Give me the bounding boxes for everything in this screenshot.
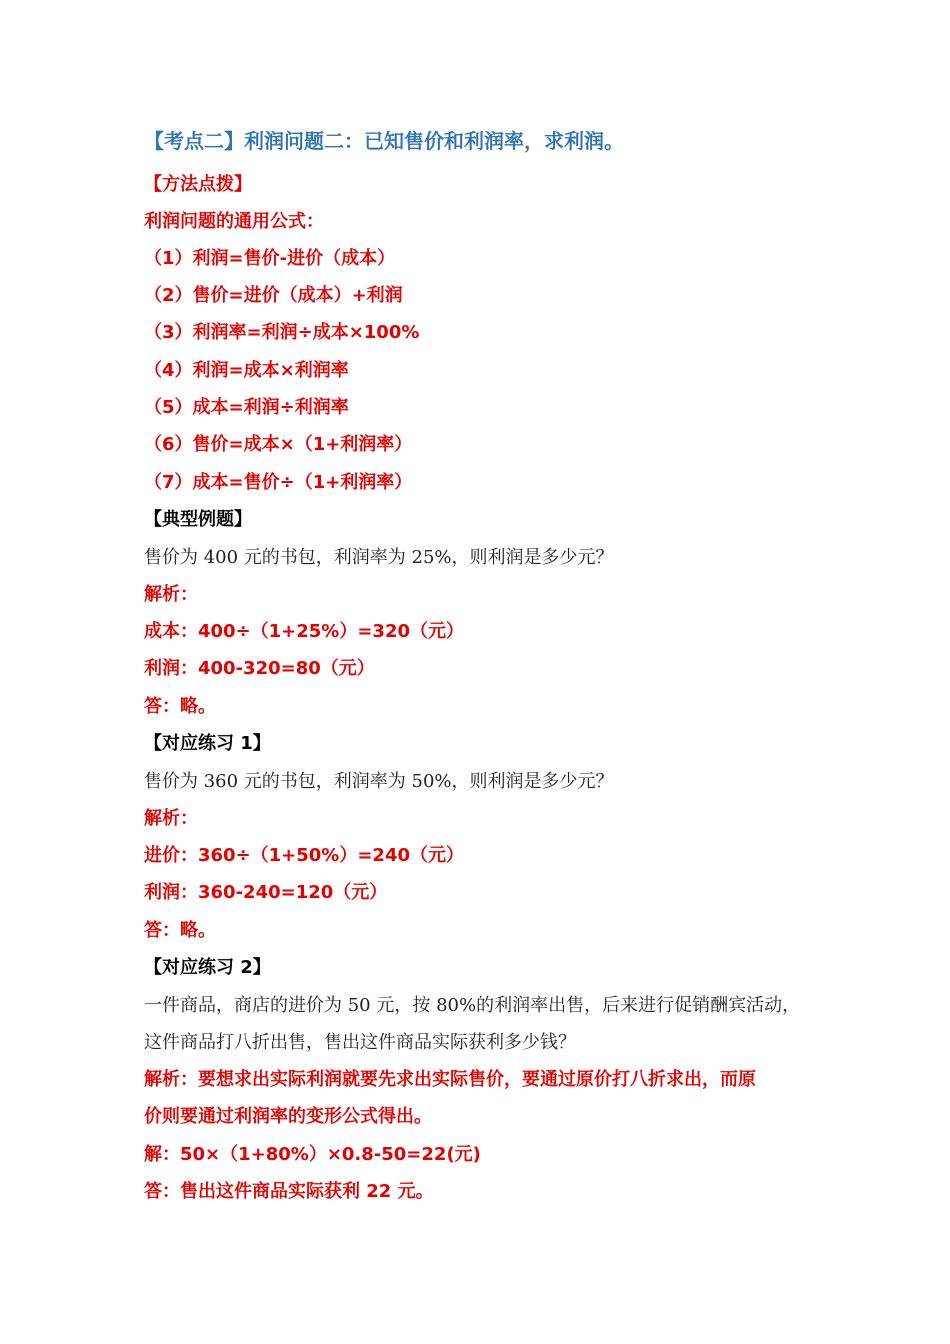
- method-intro: 利润问题的通用公式：: [144, 211, 324, 232]
- practice2-answer: 答：售出这件商品实际获利 22 元。: [144, 1181, 434, 1202]
- practice1-analysis-label: 解析：: [144, 808, 198, 829]
- practice2-heading: 【对应练习 2】: [144, 957, 271, 978]
- section-title: 【考点二】利润问题二：已知售价和利润率，求利润。: [144, 129, 624, 153]
- example-answer: 答：略。: [144, 696, 216, 717]
- practice1-question: 售价为 360 元的书包，利润率为 50%，则利润是多少元？: [144, 771, 614, 792]
- example-analysis-label: 解析：: [144, 584, 198, 605]
- example-step-2: 利润：400-320=80（元）: [144, 658, 375, 679]
- formula-2: （2）售价=进价（成本）+利润: [144, 285, 403, 306]
- practice1-answer: 答：略。: [144, 920, 216, 941]
- formula-3: （3）利润率=利润÷成本×100%: [144, 322, 420, 343]
- example-heading: 【典型例题】: [144, 509, 252, 530]
- formula-5: （5）成本=利润÷利润率: [144, 397, 349, 418]
- practice2-analysis-line-1: 解析：要想求出实际利润就要先求出实际售价，要通过原价打八折求出，而原: [144, 1069, 756, 1090]
- formula-4: （4）利润=成本×利润率: [144, 360, 349, 381]
- example-step-1: 成本：400÷（1+25%）=320（元）: [144, 621, 465, 642]
- practice2-solution: 解：50×（1+80%）×0.8-50=22(元): [144, 1144, 481, 1165]
- method-heading: 【方法点拨】: [144, 174, 252, 195]
- formula-1: （1）利润=售价-进价（成本）: [144, 248, 396, 269]
- practice1-step-1: 进价：360÷（1+50%）=240（元）: [144, 845, 465, 866]
- practice1-step-2: 利润：360-240=120（元）: [144, 882, 388, 903]
- formula-6: （6）售价=成本×（1+利润率）: [144, 434, 413, 455]
- practice2-analysis-line-2: 价则要通过利润率的变形公式得出。: [144, 1106, 432, 1127]
- practice1-heading: 【对应练习 1】: [144, 733, 271, 754]
- practice2-question-line-1: 一件商品，商店的进价为 50 元，按 80%的利润率出售，后来进行促销酬宾活动，: [144, 995, 801, 1016]
- formula-7: （7）成本=售价÷（1+利润率）: [144, 472, 413, 493]
- practice2-question-line-2: 这件商品打八折出售，售出这件商品实际获利多少钱？: [144, 1032, 576, 1053]
- example-question: 售价为 400 元的书包，利润率为 25%，则利润是多少元？: [144, 547, 614, 568]
